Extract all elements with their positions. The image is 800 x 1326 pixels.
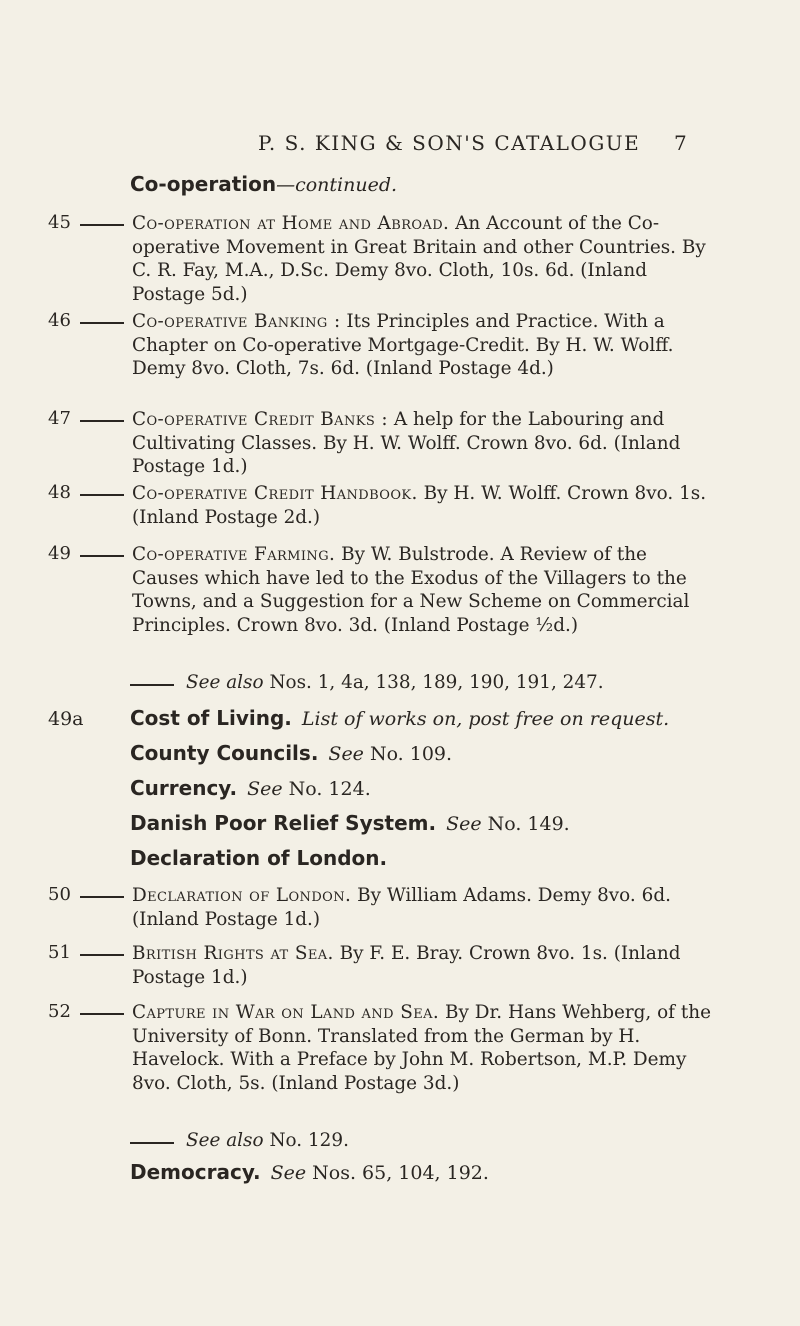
entry-number: 52 bbox=[48, 1001, 71, 1022]
see-also-text bbox=[186, 672, 604, 693]
entry-body: By Dr. Hans Wehberg, of the University of Bonn. Translated from the German by H. Havelock. With a Preface by John M. Robertson, M.P. Demy 8vo. Cloth, 5s. (Inland Postage 3d.) bbox=[132, 1002, 711, 1094]
section-heading-democracy bbox=[130, 1160, 489, 1184]
see-ref: No. 124. bbox=[288, 778, 371, 800]
ditto-dash bbox=[80, 954, 124, 956]
entry-title: British Rights at Sea. bbox=[132, 943, 334, 964]
ditto-dash bbox=[80, 555, 124, 557]
page-number: 7 bbox=[674, 131, 687, 155]
entry-body: By F. E. Bray. Crown 8vo. 1s. (Inland Postage 1d.) bbox=[132, 943, 681, 988]
entry-text bbox=[132, 1001, 718, 1095]
ditto-dash bbox=[80, 896, 124, 898]
ditto-dash bbox=[80, 322, 124, 324]
ditto-dash bbox=[80, 494, 124, 496]
entry-text bbox=[132, 884, 718, 931]
heading-text: Danish Poor Relief System. bbox=[130, 811, 437, 835]
entry-title: Capture in War on Land and Sea. bbox=[132, 1002, 440, 1023]
see-label: See bbox=[270, 1162, 307, 1184]
entry-number: 51 bbox=[48, 942, 71, 963]
ditto-dash bbox=[80, 420, 124, 422]
heading-text: Declaration of London. bbox=[130, 846, 388, 870]
see-label: See bbox=[446, 813, 482, 835]
heading-text: Co-operation bbox=[130, 172, 277, 196]
entry-number: 46 bbox=[48, 310, 71, 331]
entry-number: 48 bbox=[48, 482, 71, 503]
see-also-label: See also bbox=[186, 672, 264, 693]
section-heading-declaration-of-london bbox=[130, 846, 387, 870]
entry-body: A help for the Labouring and Cultivating Classes. By H. W. Wolff. Crown 8vo. 6d. (Inland Postage 1d.) bbox=[132, 409, 681, 477]
heading-text: County Councils. bbox=[130, 741, 319, 765]
entry-text bbox=[132, 543, 718, 637]
entry-body: Its Principles and Practice. With a Chapter on Co-operative Mortgage-Credit. By H. W. Wolff. Demy 8vo. Cloth, 7s. 6d. (Inland Postage 4d.) bbox=[132, 311, 674, 379]
entry-number: 50 bbox=[48, 884, 71, 905]
section-heading-danish-poor-relief bbox=[130, 811, 570, 835]
ditto-dash bbox=[80, 1013, 124, 1015]
entry-title: Declaration of London. bbox=[132, 885, 352, 906]
entry-number: 47 bbox=[48, 408, 71, 429]
section-heading-county-councils bbox=[130, 741, 452, 765]
ditto-dash bbox=[80, 224, 124, 226]
heading-text: Cost of Living. bbox=[130, 706, 292, 730]
entry-text bbox=[132, 310, 718, 381]
heading-text: Currency. bbox=[130, 776, 238, 800]
entry-text bbox=[132, 942, 718, 989]
see-label: See bbox=[328, 743, 364, 765]
entry-number: 49 bbox=[48, 543, 71, 564]
entry-number: 45 bbox=[48, 212, 71, 233]
entry-text bbox=[132, 408, 718, 479]
entry-text bbox=[132, 482, 718, 529]
see-ref: No. 149. bbox=[487, 813, 570, 835]
heading-suffix: —continued. bbox=[276, 174, 398, 196]
see-also-refs: Nos. 1, 4a, 138, 189, 190, 191, 247. bbox=[269, 672, 604, 693]
entry-text bbox=[132, 212, 718, 306]
section-heading-currency bbox=[130, 776, 371, 800]
see-label: See bbox=[247, 778, 283, 800]
section-heading-co-operation bbox=[130, 172, 397, 196]
see-also-label: See also bbox=[186, 1130, 264, 1151]
running-header: P. S. KING & SON'S CATALOGUE bbox=[258, 131, 641, 155]
entry-body: An Account of the Co-operative Movement in Great Britain and other Countries. By C. R. Fay, M.A., D.Sc. Demy 8vo. Cloth, 10s. 6d. (Inland Postage 5d.) bbox=[132, 213, 706, 305]
see-ref: Nos. 65, 104, 192. bbox=[312, 1162, 489, 1184]
heading-note: List of works on, post free on request. bbox=[301, 708, 670, 730]
see-ref: No. 109. bbox=[369, 743, 453, 765]
entry-title: Co-operative Farming. bbox=[132, 544, 336, 565]
see-also-text bbox=[186, 1130, 349, 1151]
ditto-dash bbox=[130, 684, 174, 686]
entry-number-49a: 49a bbox=[48, 708, 84, 730]
heading-text: Democracy. bbox=[130, 1160, 261, 1184]
entry-title: Co-operative Credit Handbook. bbox=[132, 483, 418, 504]
see-also-refs: No. 129. bbox=[269, 1130, 349, 1151]
entry-title: Co-operative Banking : bbox=[132, 311, 341, 332]
entry-title: Co-operation at Home and Abroad. bbox=[132, 213, 450, 234]
section-heading-cost-of-living bbox=[130, 706, 669, 730]
ditto-dash bbox=[130, 1142, 174, 1144]
entry-body: By W. Bulstrode. A Review of the Causes which have led to the Exodus of the Villagers to the Towns, and a Suggestion for a New Scheme on Commercial Principles. Crown 8vo. 3d. (Inland Postage ½d.) bbox=[132, 544, 690, 636]
entry-body: By William Adams. Demy 8vo. 6d. (Inland Postage 1d.) bbox=[132, 885, 671, 930]
entry-body: By H. W. Wolff. Crown 8vo. 1s. (Inland Postage 2d.) bbox=[132, 483, 707, 528]
entry-title: Co-operative Credit Banks : bbox=[132, 409, 388, 430]
